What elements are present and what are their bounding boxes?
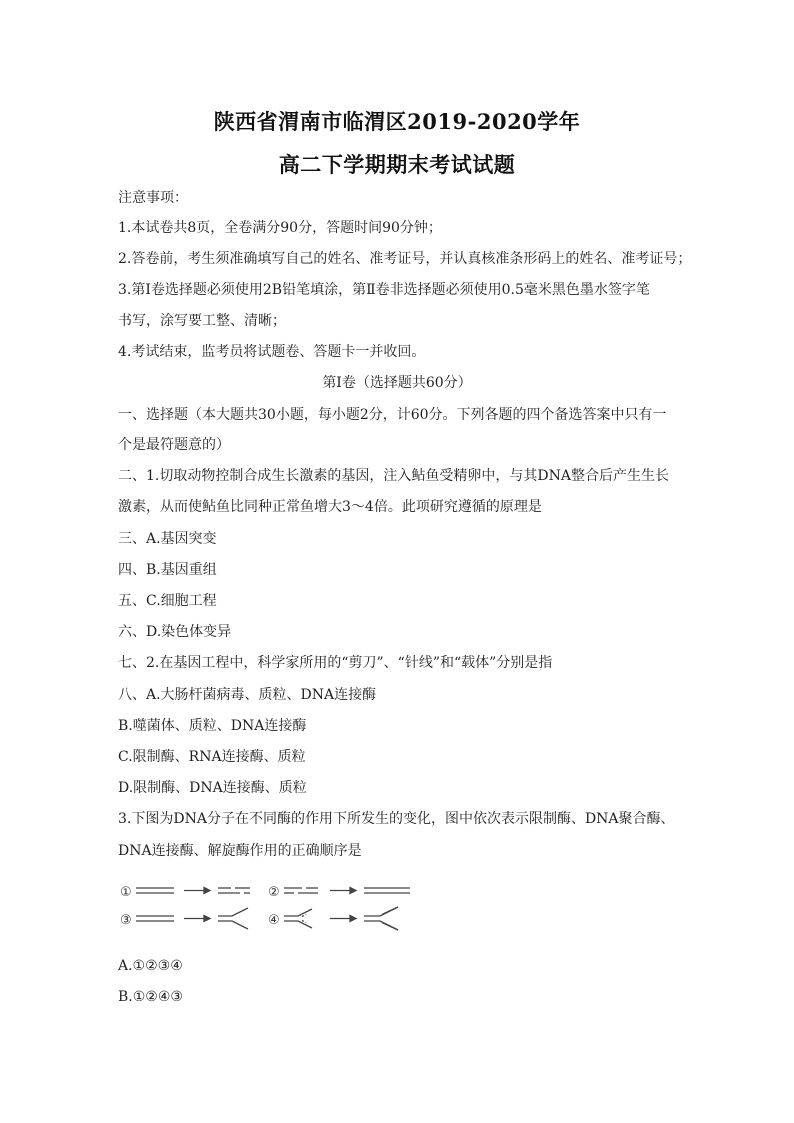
question-1-option-c: 五、C.细胞工程 [118, 593, 217, 609]
note-3-line1: 3.第Ⅰ卷选择题必须使用2B铅笔填涂，第Ⅱ卷非选择题必须使用0.5毫米黑色墨水签字笔 [118, 282, 650, 298]
section-instructions-line1: 一、选择题（本大题共30小题，每小题2分，计60分。下列各题的四个备选答案中只有一 [118, 407, 667, 423]
question-1-stem-line1: 二、1.切取动物控制合成生长激素的基因，注入鲇鱼受精卵中，与其DNA整合后产生生长 [118, 468, 669, 484]
figure-label-3: ③ [120, 913, 132, 928]
question-2-option-c: C.限制酶、RNA连接酶、质粒 [118, 749, 306, 765]
note-4: 4.考试结束，监考员将试题卷、答题卡一并收回。 [118, 344, 426, 360]
panel-4-diagram [284, 907, 398, 930]
question-3-stem-line1: 3.下图为DNA分子在不同酶的作用下所发生的变化，图中依次表示限制酶、DNA聚合酶、 [118, 811, 675, 827]
notes-heading: 注意事项： [118, 190, 188, 206]
figure-label-4: ④ [268, 913, 280, 928]
section-title: 第Ⅰ卷（选择题共60分） [322, 375, 472, 391]
panel-2-diagram [284, 888, 410, 894]
dna-enzyme-diagram [118, 876, 418, 938]
figure-label-2: ② [268, 885, 280, 900]
exam-title-line1: 陕西省渭南市临渭区2019-2020学年 [213, 109, 581, 134]
question-3-stem-line2: DNA连接酶、解旋酶作用的正确顺序是 [118, 843, 362, 859]
question-1-option-a: 三、A.基因突变 [118, 531, 217, 547]
question-2-option-a: 八、A.大肠杆菌病毒、质粒、DNA连接酶 [118, 687, 377, 703]
question-1-option-b: 四、B.基因重组 [118, 562, 217, 578]
question-2-stem: 七、2.在基因工程中，科学家所用的“剪刀”、“针线”和“载体”分别是指 [118, 655, 553, 671]
exam-title-line2: 高二下学期期末考试试题 [278, 152, 516, 177]
note-1: 1.本试卷共8页，全卷满分90分，答题时间90分钟； [118, 220, 442, 236]
question-3-option-b: B.①②④③ [118, 989, 183, 1005]
question-1-option-d: 六、D.染色体变异 [118, 624, 232, 640]
figure-label-1: ① [120, 885, 132, 900]
panel-3-diagram [136, 908, 248, 929]
question-3-option-a: A.①②③④ [118, 958, 183, 974]
note-3-line2: 书写，涂写要工整、清晰； [118, 313, 286, 329]
section-instructions-line2: 个是最符题意的） [118, 437, 230, 453]
note-2: 2.答卷前，考生须准确填写自己的姓名、准考证号，并认真核准条形码上的姓名、准考证号； [118, 251, 692, 267]
question-2-option-b: B.噬菌体、质粒、DNA连接酶 [118, 718, 307, 734]
question-1-stem-line2: 激素，从而使鲇鱼比同种正常鱼增大3～4倍。此项研究遵循的原理是 [118, 499, 542, 515]
question-2-option-d: D.限制酶、DNA连接酶、质粒 [118, 780, 307, 796]
panel-1-diagram [136, 888, 250, 894]
